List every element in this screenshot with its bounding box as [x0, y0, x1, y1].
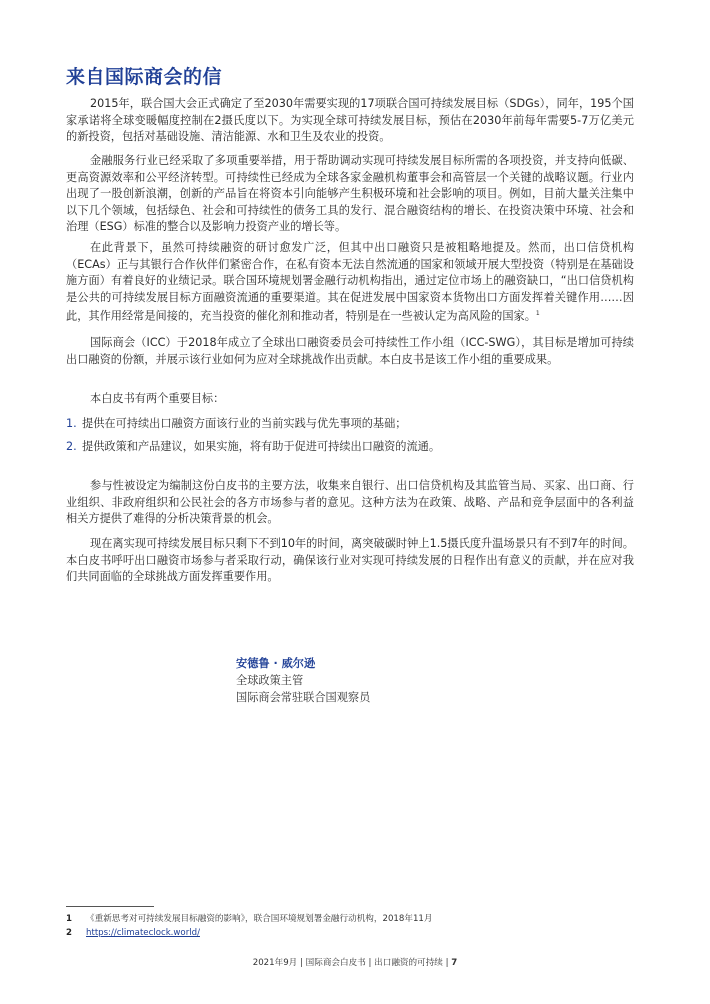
page-footer — [0, 956, 710, 968]
paragraph-5: 参与性被设定为编制这份白皮书的主要方法，收集来自银行、出口信贷机构及其监管当局、买家、出口商、行业组织、非政府组织和公民社会的各方市场参与者的意见。这种方法为在政策、战略、产品和竞争层面中的各利益相关方提供了难得的分析决策背景的机会。 — [66, 479, 634, 526]
page-title: 来自国际商会的信 — [66, 66, 223, 88]
footnote-link[interactable]: https://climateclock.world/ — [86, 928, 200, 938]
list-item-text: 提供政策和产品建议，如果实施，将有助于促进可持续出口融资的流通。 — [82, 439, 441, 453]
paragraph-3 — [66, 240, 634, 326]
page-number: 7 — [451, 958, 458, 968]
list-item — [66, 439, 634, 456]
list-item — [66, 416, 634, 433]
paragraph-6: 现在离实现可持续发展目标只剩下不到10年的时间，离突破碳时钟上1.5摄氏度升温场景只有不到7年的时间。本白皮书呼吁出口融资市场参与者采取行动，确保该行业对实现可持续发展的日程作出有意义的贡献，并在应对我们共同面临的全球挑战方面发挥重要作用。 — [66, 537, 634, 584]
signature-role: 全球政策主管 — [236, 674, 304, 687]
list-item-text: 提供在可持续出口融资方面该行业的当前实践与优先事项的基础； — [82, 417, 407, 430]
footnotes — [66, 912, 646, 940]
signature-org: 国际商会常驻联合国观察员 — [236, 691, 371, 704]
footnote-ref-1[interactable]: 1 — [535, 310, 540, 318]
footnote-number: 2 — [66, 928, 72, 938]
footnote-divider — [66, 906, 154, 907]
signature-block — [236, 655, 370, 706]
list-item-number: 2. — [66, 439, 77, 453]
footnote-number: 1 — [66, 914, 72, 924]
signature-name: 安德鲁 · 威尔逊 — [236, 657, 316, 670]
paragraph-4: 国际商会（ICC）于2018年成立了全球出口融资委员会可持续性工作小组（ICC-SWG），其目标是增加可持续出口融资的份额，并展示该行业如何为应对全球挑战作出贡献。本白皮书是该工作小组的重要成果。 — [66, 336, 634, 366]
paragraph-3-text: 在此背景下，虽然可持续融资的研讨愈发广泛，但其中出口融资只是被粗略地提及。然而，出口信贷机构（ECAs）正与其银行合作伙伴们紧密合作，在私有资本无法自然流通的国家和领域开展大型投资（特别是在基础设施方面）有着良好的业绩记录。联合国环境规划署金融行动机构指出，通过定位市场上的融资缺口，“出口信贷机构是公共的可持续发展目标方面融资流通的重要渠道。其在促进发展中国家资本货物出口方面发挥着关键作用……因此，其作用经常是间接的，充当投资的催化剂和推动者，特别是在一些被认定为高风险的国家。 — [66, 241, 634, 324]
footnote-1 — [66, 912, 646, 926]
goals-list — [66, 416, 634, 455]
footnote-2 — [66, 926, 646, 940]
paragraph-2: 金融服务行业已经采取了多项重要举措，用于帮助调动实现可持续发展目标所需的各项投资，并支持向低碳、更高资源效率和公平经济转型。可持续性已经成为全球各家金融机构董事会和高管层一个关键的战略议题。行业内出现了一股创新浪潮，创新的产品旨在将资本引向能够产生积极环境和社会影响的项目。例如，目前大量关注集中以下几个领域，包括绿色、社会和可持续性的债务工具的发行、混合融资结构的增长、在投资决策中环境、社会和治理（ESG）标准的整合以及影响力投资产业的增长等。 — [66, 154, 634, 234]
footer-text: 2021年9月 | 国际商会白皮书 | 出口融资的可持续 | — [252, 958, 452, 968]
list-item-number: 1. — [66, 417, 77, 430]
footnote-text: 《重新思考对可持续发展目标融资的影响》，联合国环境规划署金融行动机构，2018年11月 — [86, 914, 433, 924]
goals-intro: 本白皮书有两个重要目标： — [90, 392, 225, 405]
paragraph-1: 2015年，联合国大会正式确定了至2030年需要实现的17项联合国可持续发展目标（SDGs），同年，195个国家承诺将全球变暖幅度控制在2摄氏度以下。为实现全球可持续发展目标，预估在2030年前每年需要5-7万亿美元的新投资，包括对基础设施、清洁能源、水和卫生及农业的投资。 — [66, 97, 634, 144]
